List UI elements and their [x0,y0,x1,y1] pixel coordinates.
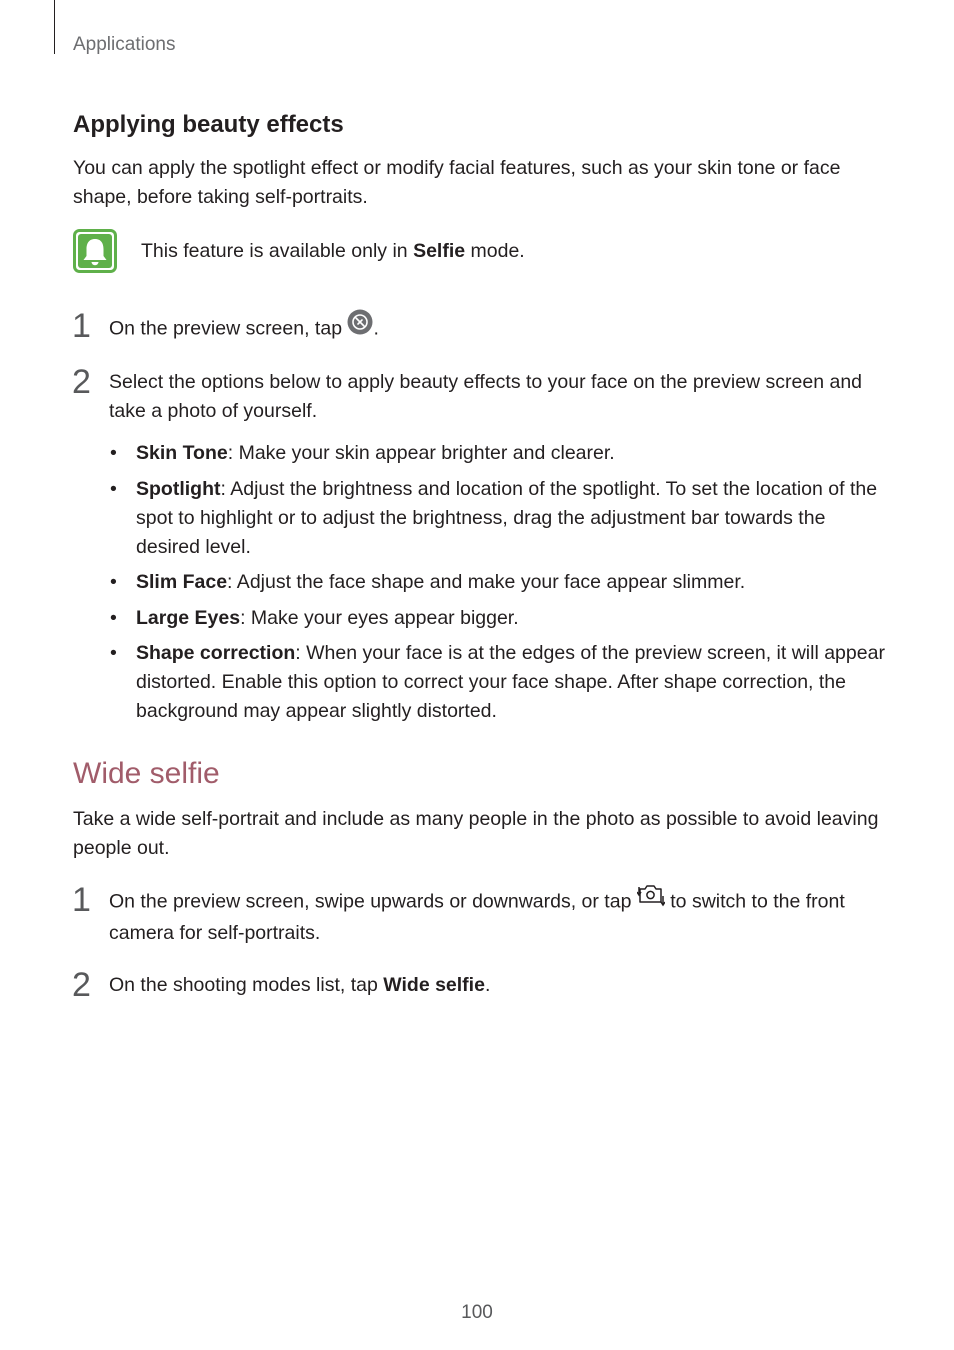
option-skin-tone: Skin Tone: Make your skin appear brighter and clearer. [136,442,615,464]
wide-selfie-title: Wide selfie [73,757,220,790]
header-rule [54,0,55,54]
note-bell-icon [73,229,117,273]
step-text: On the preview screen, swipe upwards or downwards, or tap to switch to the front camera for self-portraits. [109,886,889,948]
bullet: • [110,442,117,464]
option-large-eyes: Large Eyes: Make your eyes appear bigger. [136,607,519,629]
beauty-effects-intro: You can apply the spotlight effect or modify facial features, such as your skin tone or face shape, before taking self-portraits. [73,157,841,208]
section-label: Applications [73,34,176,55]
switch-camera-icon [637,883,665,916]
step-number: 2 [72,363,91,401]
bullet: • [110,642,117,664]
bullet: • [110,607,117,629]
bullet: • [110,478,117,500]
selfie-mode-name: Selfie [413,240,466,262]
beauty-effect-icon [347,309,373,344]
step-text: On the preview screen, tap . [109,312,889,347]
option-shape-correction: Shape correction: When your face is at the edges of the preview screen, it will appear distorted. Enable this option to correct your face shape. After shape correction, the background may appear slightly distorted. [136,642,885,722]
wide-selfie-mode-name: Wide selfie [383,974,485,996]
bullet: • [110,571,117,593]
step-number: 1 [72,881,91,919]
beauty-effects-title: Applying beauty effects [73,111,344,138]
wide-selfie-intro: Take a wide self-portrait and include as many people in the photo as possible to avoid leaving people out. [73,808,879,859]
step-text: Select the options below to apply beauty effects to your face on the preview screen and take a photo of yourself. [109,371,863,422]
note-text: This feature is available only in Selfie mode. [141,240,525,262]
page-number: 100 [461,1302,493,1323]
step-text: On the shooting modes list, tap Wide selfie. [109,974,491,996]
step-number: 2 [72,966,91,1004]
step-number: 1 [72,307,91,345]
option-spotlight: Spotlight: Adjust the brightness and location of the spotlight. To set the location of the spot to highlight or to adjust the brightness, drag the adjustment bar towards the desired level. [136,478,878,558]
option-slim-face: Slim Face: Adjust the face shape and make your face appear slimmer. [136,571,746,593]
